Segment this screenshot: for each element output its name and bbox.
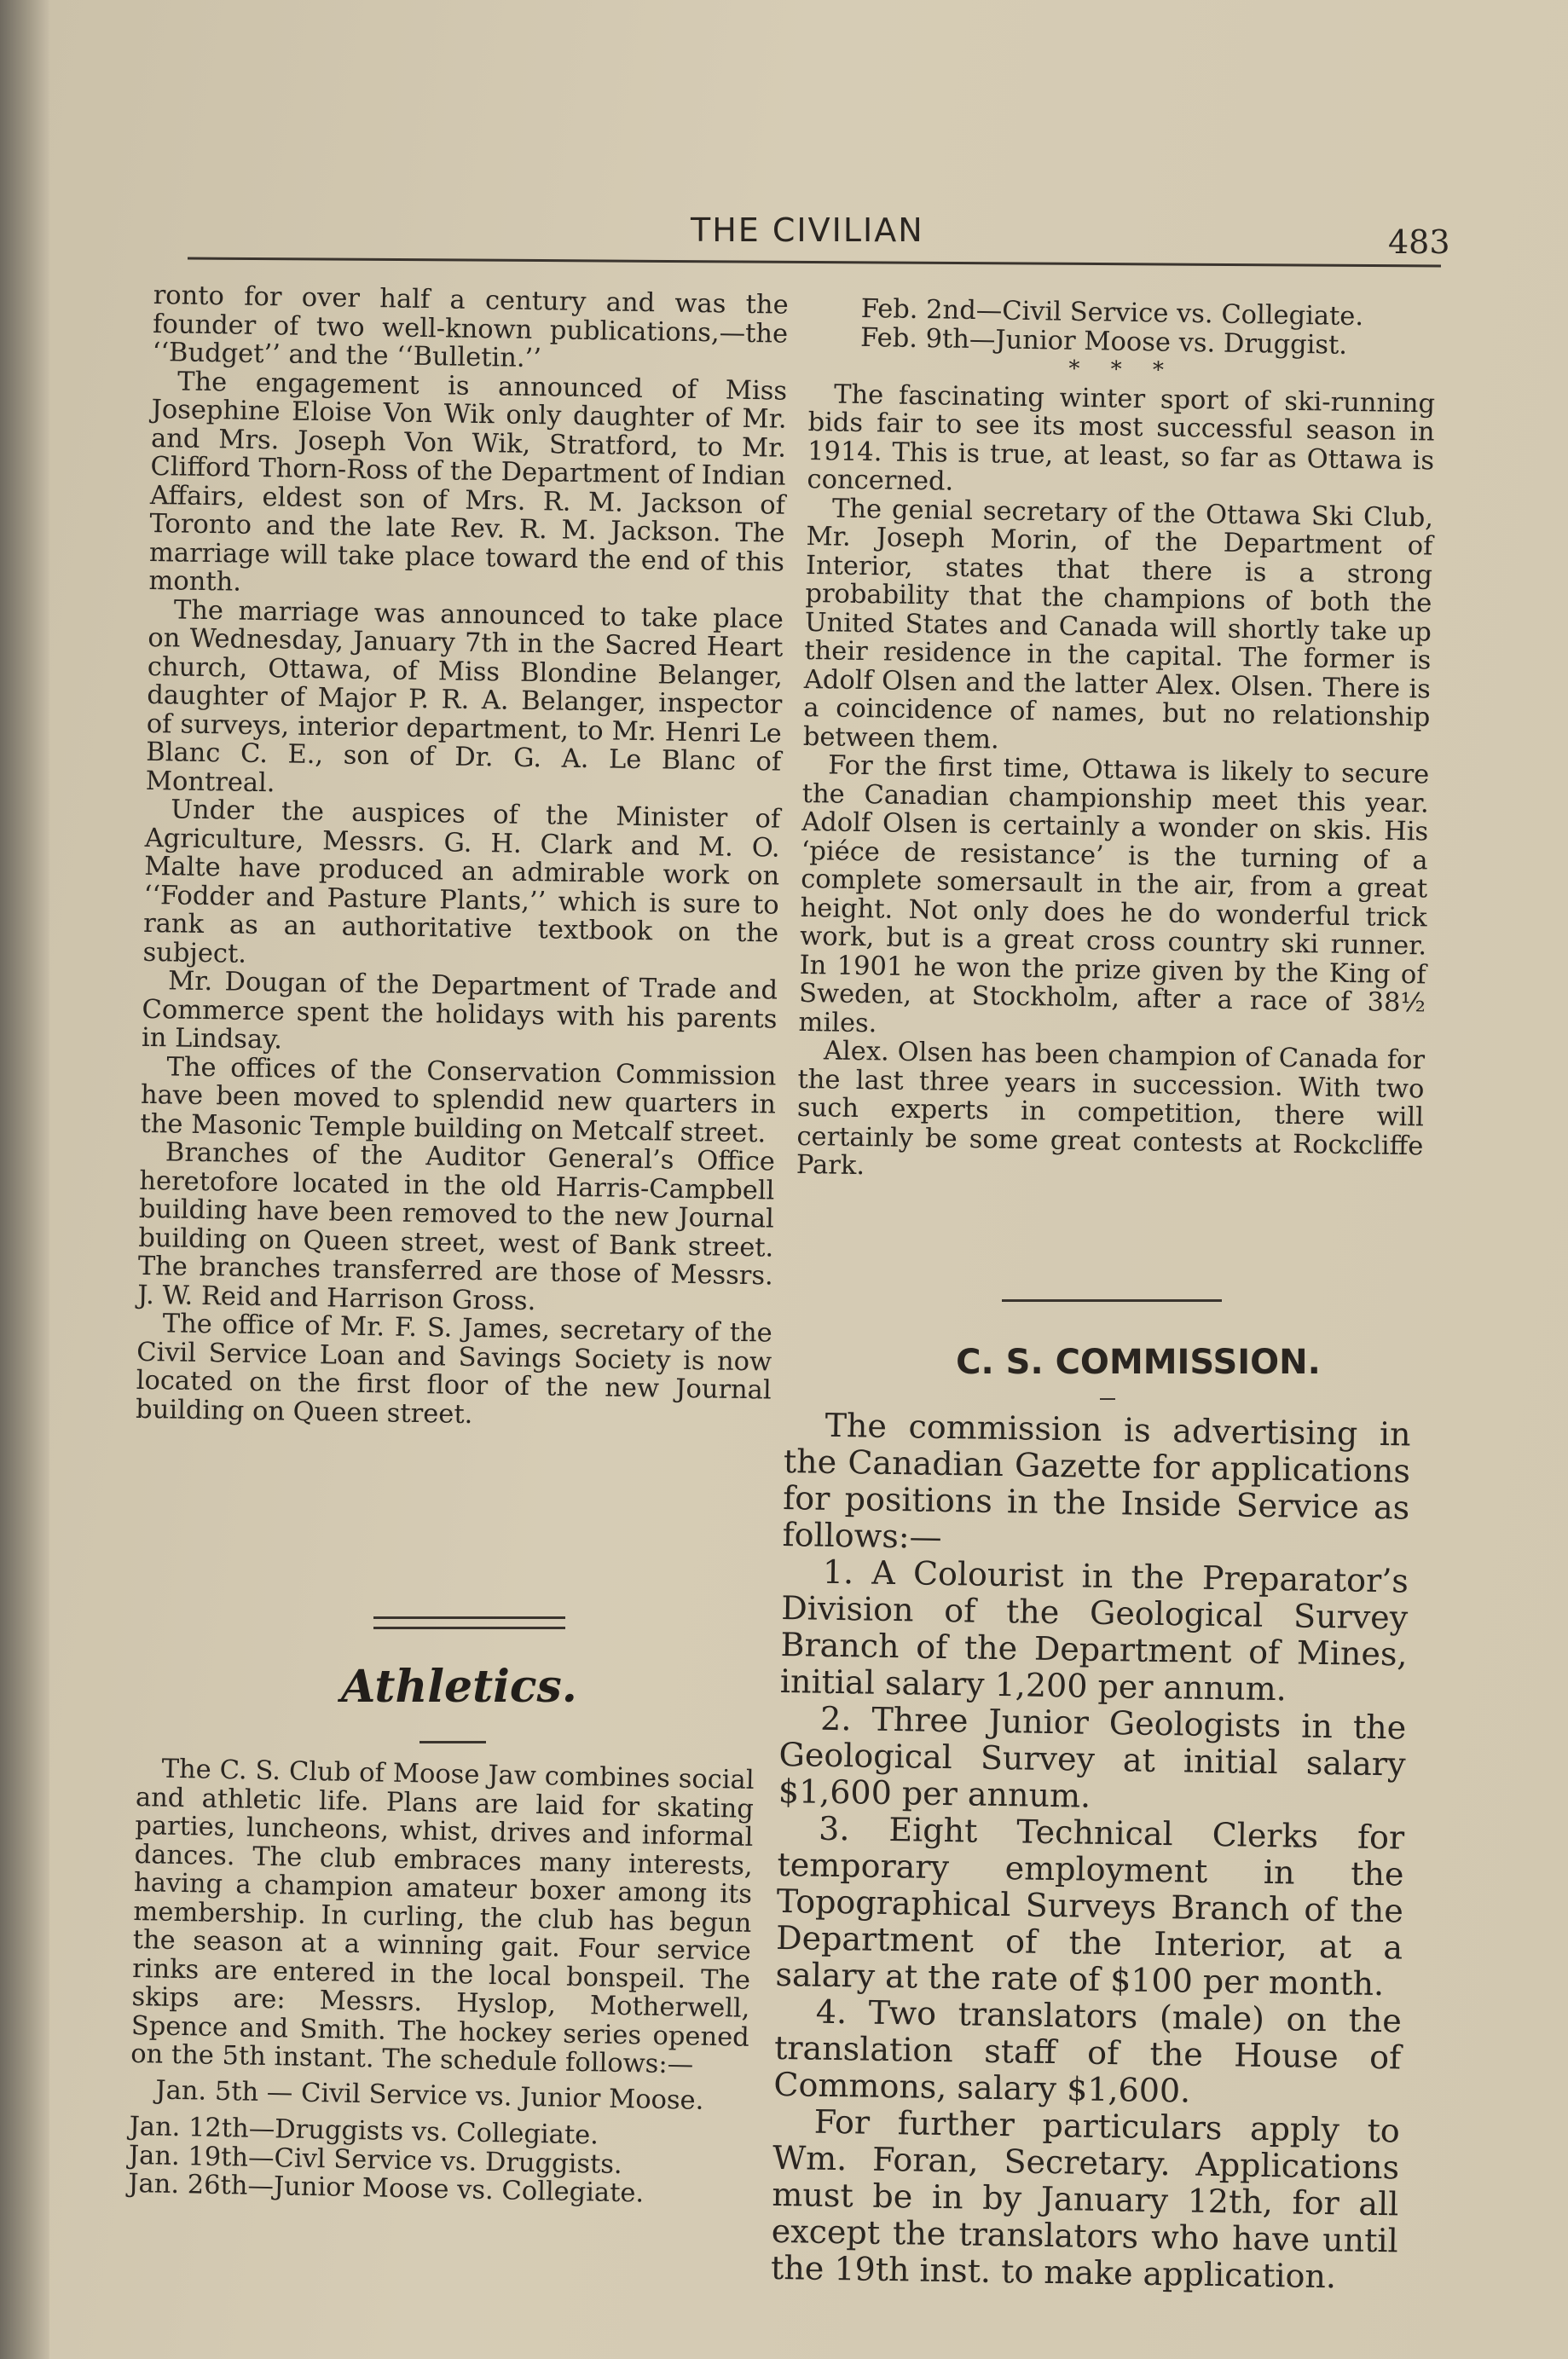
paragraph: ronto for over half a century and was the founder of two well-known publications,—the ‘‘Budget’’ and the ‘‘Bulletin.’’ — [152, 280, 789, 374]
right-column — [796, 294, 1437, 1189]
paragraph: 1. A Colourist in the Preparator’s Division of the Geological Survey Branch of the Department of Mines, initial salary 1,200 per annum. — [779, 1552, 1409, 1709]
paragraph: For further particulars apply to Wm. Foran, Secretary. Applications must be in by January 12th, for all except the translators who have until the 19th inst. to make application. — [770, 2102, 1401, 2296]
paragraph: Branches of the Auditor General’s Office heretofore located in the old Harris-Campbell building have been removed to the new Journal building on Queen street, west of Bank street. The branches transferred are those of Messrs. J. W. Reid and Harrison Gross. — [137, 1137, 776, 1316]
commission-heading: C. S. COMMISSION. — [956, 1343, 1321, 1382]
paragraph: Under the auspices of the Minister of Agriculture, Messrs. G. H. Clark and M. O. Malte have produced an admirable work on ‘‘Fodder and Pasture Plants,’’ which is sure to rank as an authoritative textbook on the subject. — [142, 795, 781, 969]
left-column — [136, 281, 789, 1434]
page-number: 483 — [1388, 223, 1450, 261]
heading-dash — [1100, 1398, 1115, 1400]
schedule-item: Feb. 9th—Junior Moose vs. Druggist. — [859, 322, 1348, 361]
paragraph: Mr. Dougan of the Department of Trade and Commerce spent the holidays with his parents in Lindsay. — [141, 966, 778, 1055]
schedule-item: Jan. 19th—Civl Service vs. Druggists. — [128, 2140, 622, 2180]
paragraph: The genial secretary of the Ottawa Ski Club, Mr. Joseph Morin, of the Department of Interior, states that there is a strong probability that the champions of both the United States and Canada will shortly take up their residence in the capital. The former is Adolf Olsen and the latter Alex. Olsen. There is a coincidence of names, but no relationship between them. — [802, 493, 1434, 755]
commission-column — [771, 1407, 1411, 2296]
paragraph: The fascinating winter sport of ski-running bids fair to see its most successful season in 1914. This is true, at least, so far as Ottawa is concerned. — [807, 379, 1436, 497]
paragraph: Alex. Olsen has been champion of Canada for the last three years in succession. With two such experts in competition, there will certainly be some great contests at Rockcliffe Park. — [796, 1036, 1426, 1182]
paragraph: 2. Three Junior Geologists in the Geological Survey at initial salary $1,600 per annum. — [778, 1699, 1407, 1815]
paragraph: For the first time, Ottawa is likely to secure the Canadian championship meet this year. Adolf Olsen is certainly a wonder on skis. His ‘piéce de resistance’ is the turning of a complete somersault in the air, from a great height. Not only does he do wonderful trick work, but is a great cross country ski runner. In 1901 he won the prize given by the King of Sweden, at Stockholm, after a race of 38½ miles. — [798, 750, 1430, 1038]
schedule-item: Jan. 26th—Junior Moose vs. Collegiate. — [127, 2168, 645, 2209]
section-divider — [373, 1616, 565, 1629]
schedule-item: Jan. 12th—Druggists vs. Collegiate. — [129, 2111, 599, 2151]
paragraph: 4. Two translators (male) on the translation staff of the House of Commons, salary $1,600. — [773, 1992, 1403, 2110]
running-header-title: THE CIVILIAN — [691, 211, 924, 249]
heading-underline — [419, 1741, 486, 1743]
paragraph: The engagement is announced of Miss Josephine Eloise Von Wik only daughter of Mr. and Mrs. Joseph Von Wik, Stratford, to Mr. Clifford Thorn-Ross of the Department of Indian Affairs, eldest son of Mrs. R. M. Jackson of Toronto and the late Rev. R. M. Jackson. The marriage will take place toward the end of this month. — [148, 366, 788, 598]
binding-gutter — [0, 0, 49, 2359]
star-separator: * * * — [1068, 356, 1177, 384]
paragraph: The C. S. Club of Moose Jaw combines social and athletic life. Plans are laid for skating parties, luncheons, whist, drives and informal dances. The club embraces many interests, having a champion amateur boxer among its membership. In curling, the club has begun the season at a winning gait. Four service rinks are entered in the local bonspeil. The skips are: Messrs. Hyslop, Motherwell, Spence and Smith. The hockey series opened on the 5th instant. The schedule follows:— — [130, 1754, 755, 2080]
paragraph: Jan. 5th — Civil Service vs. Junior Moose. — [155, 2075, 704, 2116]
athletics-heading: Athletics. — [341, 1661, 577, 1713]
paragraph: The marriage was announced to take place on Wednesday, January 7th in the Sacred Heart church, Ottawa, of Miss Blondine Belanger, daughter of Major P. R. A. Belanger, inspector of surveys, interior department, to Mr. Henri Le Blanc C. E., son of Dr. G. A. Le Blanc of Montreal. — [145, 594, 784, 798]
paragraph: The offices of the Conservation Commission have been moved to splendid new quarters in the Masonic Temple building on Metcalf street. — [140, 1051, 777, 1148]
athletics-column — [128, 1755, 755, 2210]
section-divider — [1002, 1299, 1222, 1302]
schedule-item: Feb. 2nd—Civil Service vs. Collegiate. — [860, 293, 1364, 332]
paragraph: The office of Mr. F. S. James, secretary of the Civil Service Loan and Savings Society is now located on the first floor of the new Journal building on Queen street. — [135, 1309, 772, 1430]
paragraph: 3. Eight Technical Clerks for temporary employment in the Topographical Surveys Branch of the Department of the Interior, at a salary at the rate of $100 per month. — [775, 1809, 1405, 2003]
paragraph: The commission is advertising in the Canadian Gazette for applications for positions in the Inside Service as follows:— — [782, 1406, 1411, 1556]
